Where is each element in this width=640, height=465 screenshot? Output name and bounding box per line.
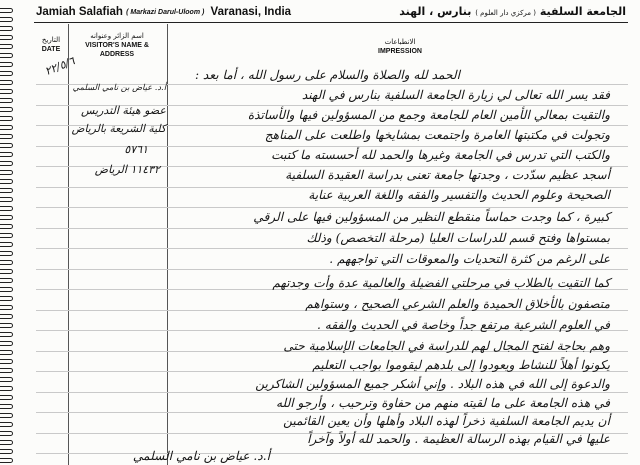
spiral-ring [0,8,13,13]
spiral-ring [0,413,13,418]
spiral-ring [0,368,13,373]
spiral-ring [0,197,13,202]
header-divider [34,22,628,23]
ruled-line [36,453,628,454]
spiral-ring [0,35,13,40]
spiral-ring [0,296,13,301]
visitor-column-divider [167,24,168,465]
spiral-ring [0,152,13,157]
impression-header-arabic: الانطباعات [384,38,416,46]
impression-line: الصحيحة وعلوم الحديث والتفسير والفقه واللغة العربية عناية [308,188,610,202]
spiral-ring [0,53,13,58]
impression-line: كما التقيت بالطلاب في مرحلتي الفضيلة والعالمية عدة وأت وجدتهم [272,276,610,290]
spiral-ring [0,422,13,427]
impression-line: فقد يسر الله تعالى لي زيارة الجامعة السلفية بنارس في الهند [301,88,610,102]
spiral-ring [0,359,13,364]
ruled-line [36,207,628,208]
date-header-arabic: التاريخ [41,36,61,44]
spiral-ring [0,449,13,454]
impression-line: يكونوا أهلاً للنشاط ويعودوا إلى بلدهم ليقوموا بواجب التعليم [312,358,610,372]
impression-line: عليها في القيام بهذه الرسالة العظيمة . والحمد لله أولاً وآخراً [307,432,610,446]
spiral-ring [0,242,13,247]
spiral-ring [0,44,13,49]
spiral-ring [0,26,13,31]
spiral-ring [0,458,13,463]
spiral-binding [0,0,14,465]
impression-line: والكتب التي تدرس في الجامعة وغيرها والحمد لله أحسسته ما كتبت [271,148,610,162]
impression-line: وتجولت في مكتبتها العامرة واجتمعت بمشايخها واطلعت على المناهج [264,128,610,142]
impression-line: متصفون بالأخلاق الحميدة والعلم الشرعي الصحيح ، وستواهم [305,297,610,311]
spiral-ring [0,224,13,229]
spiral-ring [0,395,13,400]
date-column-header [36,36,66,54]
spiral-ring [0,71,13,76]
ruled-line [36,248,628,249]
spiral-ring [0,278,13,283]
visitor-header-english: VISITOR'S NAME & ADDRESS [85,42,149,58]
impression-line: في العلوم الشرعية مرتفع جداً وخاصة في الحديث والفقه . [317,318,610,332]
signature-line: أ.د. عياض بن نامي السلمي [132,449,270,463]
institution-place: Varanasi, India [210,6,292,18]
spiral-ring [0,179,13,184]
arabic-institution-name: الجامعة السلفية [539,5,626,18]
spiral-ring [0,143,13,148]
visitor-line: كلية الشريعة بالرياض [71,122,166,135]
impression-line: أسجد عظيم سدّدت ، وجدتها جامعة تعنى بدراسة العقيدة السلفية [285,168,610,182]
spiral-ring [0,251,13,256]
spiral-ring [0,269,13,274]
spiral-ring [0,323,13,328]
spiral-ring [0,80,13,85]
spiral-ring [0,206,13,211]
visitor-header-arabic: اسم الزائر وعنوانه [90,32,144,40]
spiral-ring [0,431,13,436]
spiral-ring [0,404,13,409]
entry-date: ٢٢/٥/٦ [43,54,77,79]
visitor-line: عضو هيئة التدريس [80,104,166,117]
impression-line: الحمد لله والصلاة والسلام على رسول الله ، أما بعد : [194,68,460,82]
institution-subtitle: ( Markazi Darul-Uloom ) [126,9,205,16]
spiral-ring [0,233,13,238]
arabic-header [399,5,626,18]
institution-header [36,6,291,18]
impression-header-english: IMPRESSION [378,48,422,55]
date-header-english: DATE [41,46,61,53]
visitor-line: ٥٧٦١ [124,143,148,156]
visitor-line: ١١٤٣٢ الرياض [94,163,160,176]
spiral-ring [0,215,13,220]
impression-line: بمستواها وفتح قسم للدراسات العليا (مرحلة التخصص) وذلك [306,231,610,245]
spiral-ring [0,305,13,310]
ruled-line [36,392,628,393]
spiral-ring [0,350,13,355]
spiral-ring [0,116,13,121]
spiral-ring [0,332,13,337]
ruled-line [36,269,628,270]
spiral-ring [0,260,13,265]
impression-line: وهم بحاجة لفتح المجال لهم للدراسة في الجامعات الإسلامية حتى [283,339,610,353]
impression-column-header [340,38,460,56]
spiral-ring [0,62,13,67]
impression-line: والدعوة إلى الله في هذه البلاد . وإني أشكر جميع المسؤولين الشاكرين [255,377,610,391]
spiral-ring [0,188,13,193]
spiral-ring [0,314,13,319]
spiral-ring [0,134,13,139]
spiral-ring [0,170,13,175]
spiral-ring [0,107,13,112]
spiral-ring [0,440,13,445]
impression-line: أن يديم الجامعة السلفية ذخراً لهذه البلاد وأهلها وأن يعين القائمين [283,414,610,428]
ruled-line [36,228,628,229]
spiral-ring [0,377,13,382]
visitor-column-header [70,32,164,59]
arabic-institution-subtitle: ( مركزي دار العلوم ) [475,9,536,17]
spiral-ring [0,89,13,94]
spiral-ring [0,341,13,346]
impression-line: على الرغم من كثرة التحديات والمعوقات التي تواجههم . [329,252,610,266]
impression-line: كبيرة ، كما وجدت حماساً منقطع النظير من المسؤولين فيها على الرقي [253,210,610,224]
visitor-line: أ.د. عياض بن نامي السلمي [72,82,166,92]
spiral-ring [0,17,13,22]
arabic-institution-place: بنارس ، الهند [399,5,472,18]
spiral-ring [0,386,13,391]
spiral-ring [0,161,13,166]
institution-name: Jamiah Salafiah [36,6,123,18]
spiral-ring [0,98,13,103]
date-column-divider [68,24,69,465]
impression-line: في هذه الجامعة على ما لقيته منهم من حفاوة وترحيب ، وأرجو الله [276,396,610,410]
ruled-line [36,412,628,413]
spiral-ring [0,287,13,292]
spiral-ring [0,125,13,130]
impression-line: والتقيت بمعالي الأمين العام للجامعة وجمع من المسؤولين فيها والأساتذة [247,108,610,122]
